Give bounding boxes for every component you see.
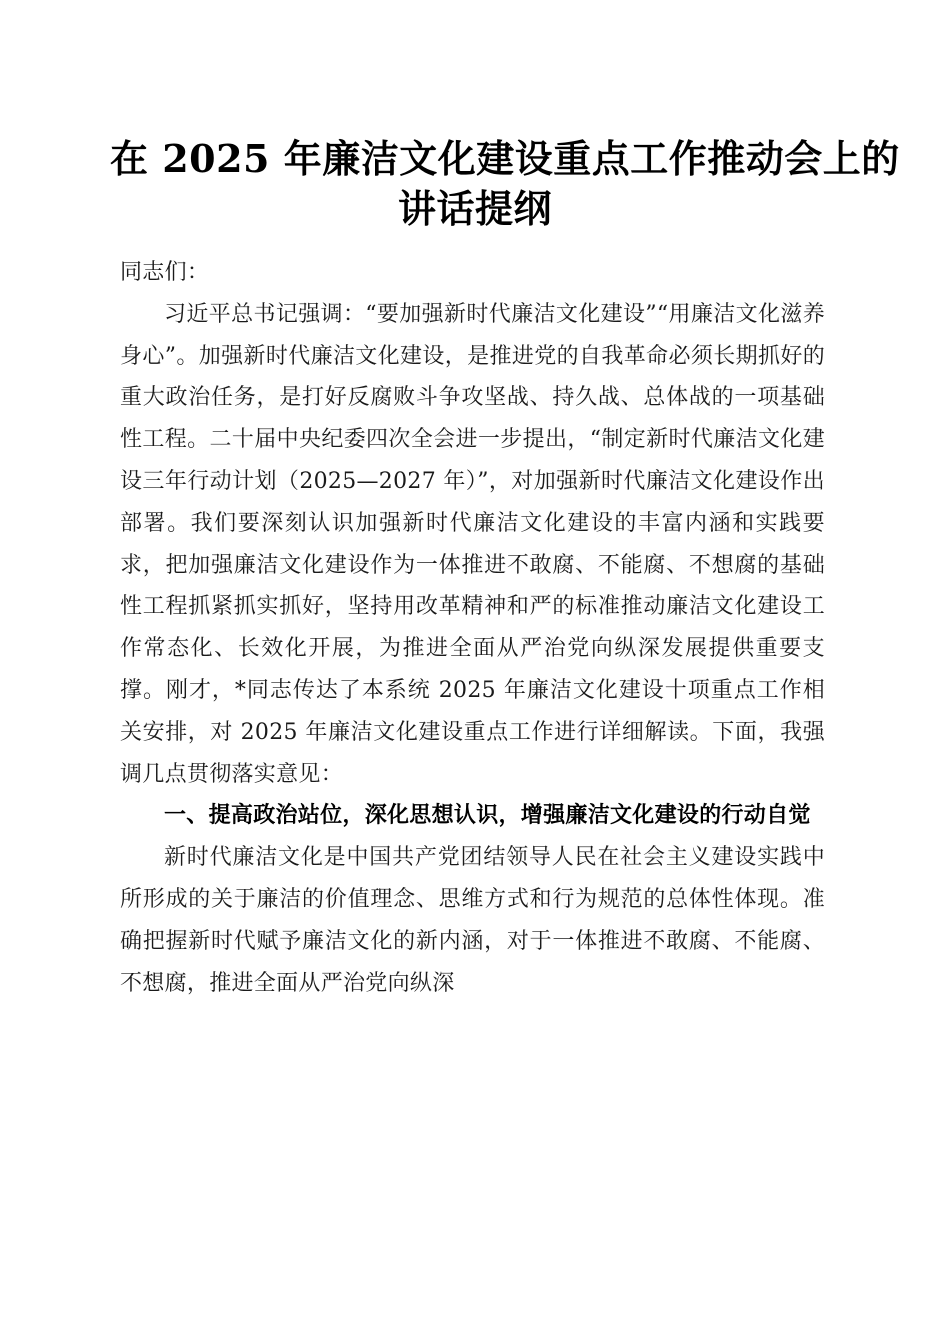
title-line-2: 讲话提纲 [397, 186, 552, 231]
document-body [120, 252, 825, 1004]
paragraph-section-1: 新时代廉洁文化是中国共产党团结领导人民在社会主义建设实践中所形成的关于廉洁的价值理念、思维方式和行为规范的总体性体现。准确把握新时代赋予廉洁文化的新内涵，对于一体推进不敢腐、不能腐、不想腐，推进全面从严治党向纵深 [120, 845, 825, 996]
document-title [110, 134, 900, 234]
salutation: 同志们： [120, 260, 210, 285]
section-heading-1: 一、提高政治站位，深化思想认识，增强廉洁文化建设的行动自觉 [164, 803, 811, 829]
paragraph-intro: 习近平总书记强调：“要加强新时代廉洁文化建设”“用廉洁文化滋养身心”。加强新时代廉洁文化建设，是推进党的自我革命必须长期抓好的重大政治任务，是打好反腐败斗争攻坚战、持久战、总体战的一项基础性工程。二十届中央纪委四次全会进一步提出，“制定新时代廉洁文化建设三年行动计划（2025—2027 年）”，对加强新时代廉洁文化建设作出部署。我们要深刻认识加强新时代廉洁文化建设的丰富内涵和实践要求，把加强廉洁文化建设作为一体推进不敢腐、不能腐、不想腐的基础性工程抓紧抓实抓好，坚持用改革精神和严的标准推动廉洁文化建设工作常态化、长效化开展，为推进全面从严治党向纵深发展提供重要支撑。刚才，*同志传达了本系统 2025 年廉洁文化建设十项重点工作相关安排，对 2025 年廉洁文化建设重点工作进行详细解读。下面，我强调几点贯彻落实意见： [120, 301, 825, 787]
title-line-1: 在 2025 年廉洁文化建设重点工作推动会上的 [110, 136, 900, 181]
